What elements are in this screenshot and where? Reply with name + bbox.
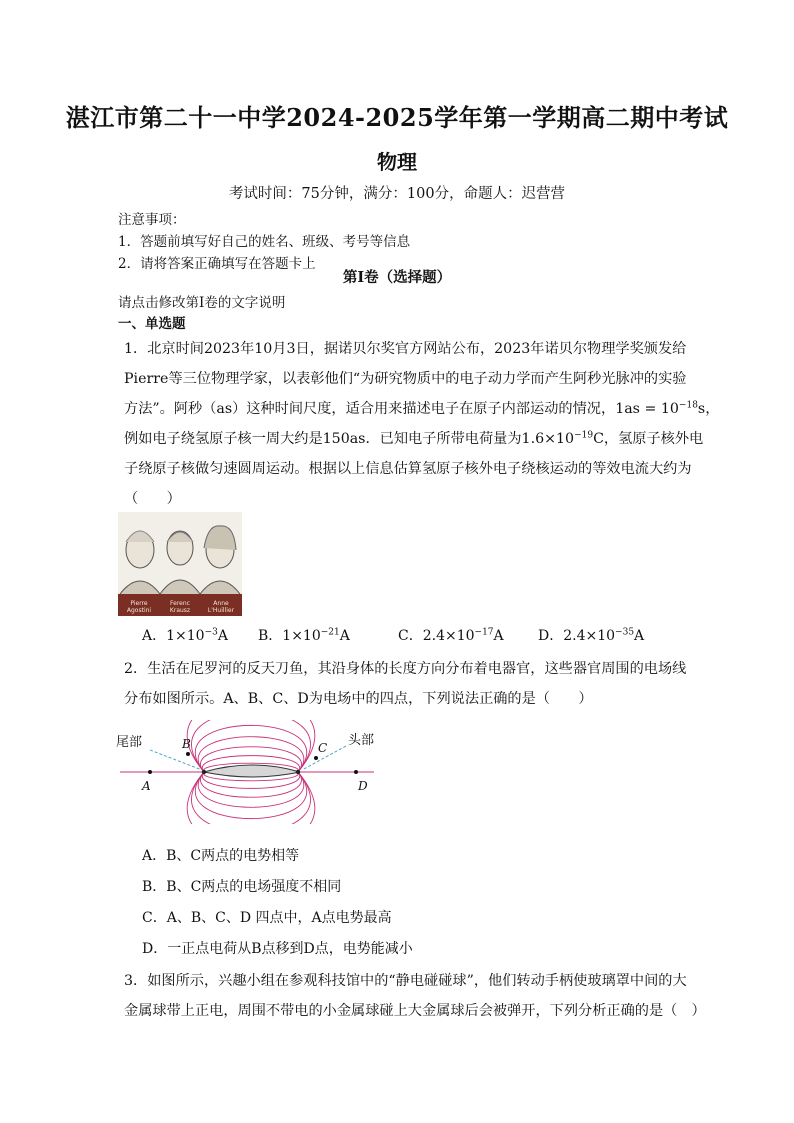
label-a: A (142, 779, 151, 793)
q2-option-b[interactable]: B．B、C两点的电场强度不相同 (142, 879, 342, 895)
q2-option-c[interactable]: C．A、B、C、D 四点中，A点电势最高 (142, 910, 392, 926)
q2-option-a[interactable]: A．B、C两点的电势相等 (142, 848, 300, 864)
q3-line-1: 3．如图所示，兴趣小组在参观科技馆中的“静电碰碰球”，他们转动手柄使玻璃罩中间的大 (124, 973, 687, 989)
fish-body (204, 765, 300, 777)
exam-info: 考试时间：75分钟，满分：100分，命题人：迟营营 (228, 186, 566, 202)
label-head: 头部 (348, 733, 375, 748)
q1-line-2: Pierre等三位物理学家，以表彰他们“为研究物质中的电子动力学而产生阿秒光脉冲的实验 (124, 371, 687, 387)
q1-option-a[interactable]: A．$1\times 10^{-3}A$ (142, 627, 228, 644)
caption-krausz: Ferenc Krausz (169, 600, 191, 614)
subject-title: 物理 (377, 150, 417, 174)
q1-line-4: 例如电子绕氢原子核一周大约是150as．已知电子所带电荷量为$1.6\times 10^{-19}C$，氢原子核外电 (124, 430, 704, 447)
notes-heading: 注意事项： (118, 212, 186, 228)
head-charge (296, 770, 300, 774)
field-line (191, 720, 310, 772)
label-c: C (318, 741, 328, 755)
q1-line-6: （ ） (124, 491, 181, 507)
point-b (186, 752, 190, 756)
field-line (191, 772, 310, 824)
q3-line-2: 金属球带上正电，周围不带电的小金属球碰上大金属球后会被弹开，下列分析正确的是（ ） (124, 1003, 706, 1019)
q1-line-3: 方法”。阿秒（as）这种时间尺度，适合用来描述电子在原子内部运动的情况，$1as = 10^{-18}s$， (124, 400, 720, 417)
section-title: 第Ⅰ卷（选择题） (342, 269, 452, 286)
note-item-2: 2．请将答案正确填写在答题卡上 (118, 256, 316, 272)
q1-line-1: 1．北京时间2023年10月3日，据诺贝尔奖官方网站公布，2023年诺贝尔物理学奖颁发给 (124, 341, 687, 357)
point-c (314, 756, 318, 760)
photo-caption-band (118, 594, 242, 616)
q2-line-1: 2．生活在尼罗河的反天刀鱼，其沿身体的长度方向分布着电器官，这些器官周围的电场线 (124, 661, 687, 677)
caption-agostini: Pierre Agostini (126, 600, 152, 614)
q2-option-d[interactable]: D．一正点电荷从B点移到D点，电势能减小 (142, 941, 413, 957)
section-instruction: 请点击修改第Ⅰ卷的文字说明 (118, 295, 286, 311)
q2-line-2: 分布如图所示。A、B、C、D为电场中的四点，下列说法正确的是（ ） (124, 691, 593, 707)
label-tail: 尾部 (116, 735, 143, 750)
point-a (148, 770, 152, 774)
q1-line-5: 子绕原子核做匀速圆周运动。根据以上信息估算氢原子核外电子绕核运动的等效电流大约为 (124, 461, 692, 477)
note-item-1: 1．答题前填写好自己的姓名、班级、考号等信息 (118, 234, 411, 250)
caption-lhuillier: Anne L'Huillier (207, 600, 235, 614)
q1-option-c[interactable]: C．$2.4\times 10^{-17}A$ (398, 627, 504, 644)
q1-option-d[interactable]: D．$2.4\times 10^{-35}A$ (538, 627, 645, 644)
point-d (354, 770, 358, 774)
electric-field-figure (112, 720, 382, 824)
nobel-laureates-photo (118, 512, 242, 616)
label-b: B (182, 737, 191, 751)
laureates-sketch (118, 512, 242, 594)
field-line (195, 772, 306, 819)
q1-option-b[interactable]: B．$1\times 10^{-21}A$ (258, 627, 350, 644)
tail-charge (202, 770, 206, 774)
label-d: D (358, 779, 368, 793)
part-heading: 一、单选题 (118, 316, 186, 332)
tail-pointer (150, 750, 202, 770)
exam-title: 湛江市第二十一中学2024-2025学年第一学期高二期中考试 (65, 103, 729, 132)
